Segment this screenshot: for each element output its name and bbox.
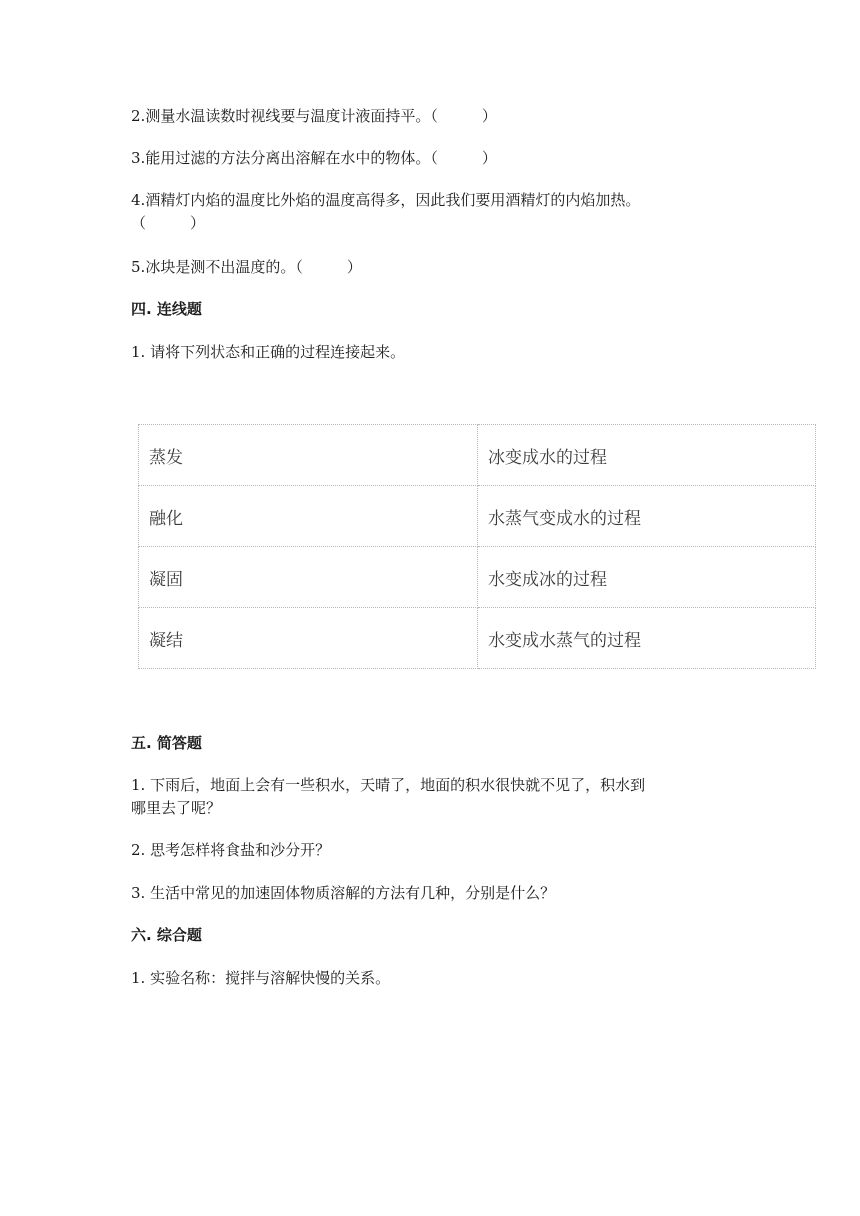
judgement-item-5 [131,257,362,277]
section-heading-short-answer: 五. 简答题 [131,734,202,752]
answer-close-paren: ） [481,107,497,125]
item-text: 酒精灯内焰的温度比外焰的温度高得多，因此我们要用酒精灯的内焰加热。 [145,191,641,209]
state-cell[interactable]: 融化 [139,486,478,547]
item-number: 5. [131,258,146,276]
item-number: 4. [131,191,146,209]
process-cell[interactable]: 水变成冰的过程 [478,547,816,608]
table-row [139,608,816,669]
item-text: 测量水温读数时视线要与温度计液面持平。 [145,107,431,125]
answer-open-paren: （ [430,107,438,125]
table-row [139,547,816,608]
judgement-item-2 [131,106,497,126]
answer-close-paren: ） [481,149,497,167]
short-answer-q1-line2: 哪里去了呢？ [131,799,222,817]
judgement-item-4-answer [131,213,205,233]
judgement-item-3 [131,148,497,168]
section-heading-comprehensive: 六. 综合题 [131,926,202,944]
process-cell[interactable]: 水变成水蒸气的过程 [478,608,816,669]
short-answer-q2: 2. 思考怎样将食盐和沙分开？ [131,841,331,859]
answer-open-paren: （ [131,214,147,232]
table-row [139,486,816,547]
answer-open-paren: （ [295,258,303,276]
state-cell[interactable]: 凝固 [139,547,478,608]
item-number: 2. [131,107,146,125]
item-text: 冰块是测不出温度的。 [145,258,296,276]
item-number: 3. [131,149,146,167]
judgement-item-4 [131,190,640,210]
matching-table [138,424,816,669]
process-cell[interactable]: 冰变成水的过程 [478,425,816,486]
comprehensive-q1: 1. 实验名称：搅拌与溶解快慢的关系。 [131,969,391,987]
item-text: 能用过滤的方法分离出溶解在水中的物体。 [145,149,431,167]
state-cell[interactable]: 凝结 [139,608,478,669]
answer-close-paren: ） [190,214,206,232]
short-answer-q3: 3. 生活中常见的加速固体物质溶解的方法有几种，分别是什么？ [131,884,556,902]
table-row [139,425,816,486]
section-heading-matching: 四. 连线题 [131,300,202,318]
state-cell[interactable]: 蒸发 [139,425,478,486]
answer-close-paren: ） [346,258,362,276]
answer-open-paren: （ [430,149,438,167]
matching-question: 1. 请将下列状态和正确的过程连接起来。 [131,343,406,361]
process-cell[interactable]: 水蒸气变成水的过程 [478,486,816,547]
short-answer-q1-line1: 1. 下雨后，地面上会有一些积水，天晴了，地面的积水很快就不见了，积水到 [131,776,646,794]
